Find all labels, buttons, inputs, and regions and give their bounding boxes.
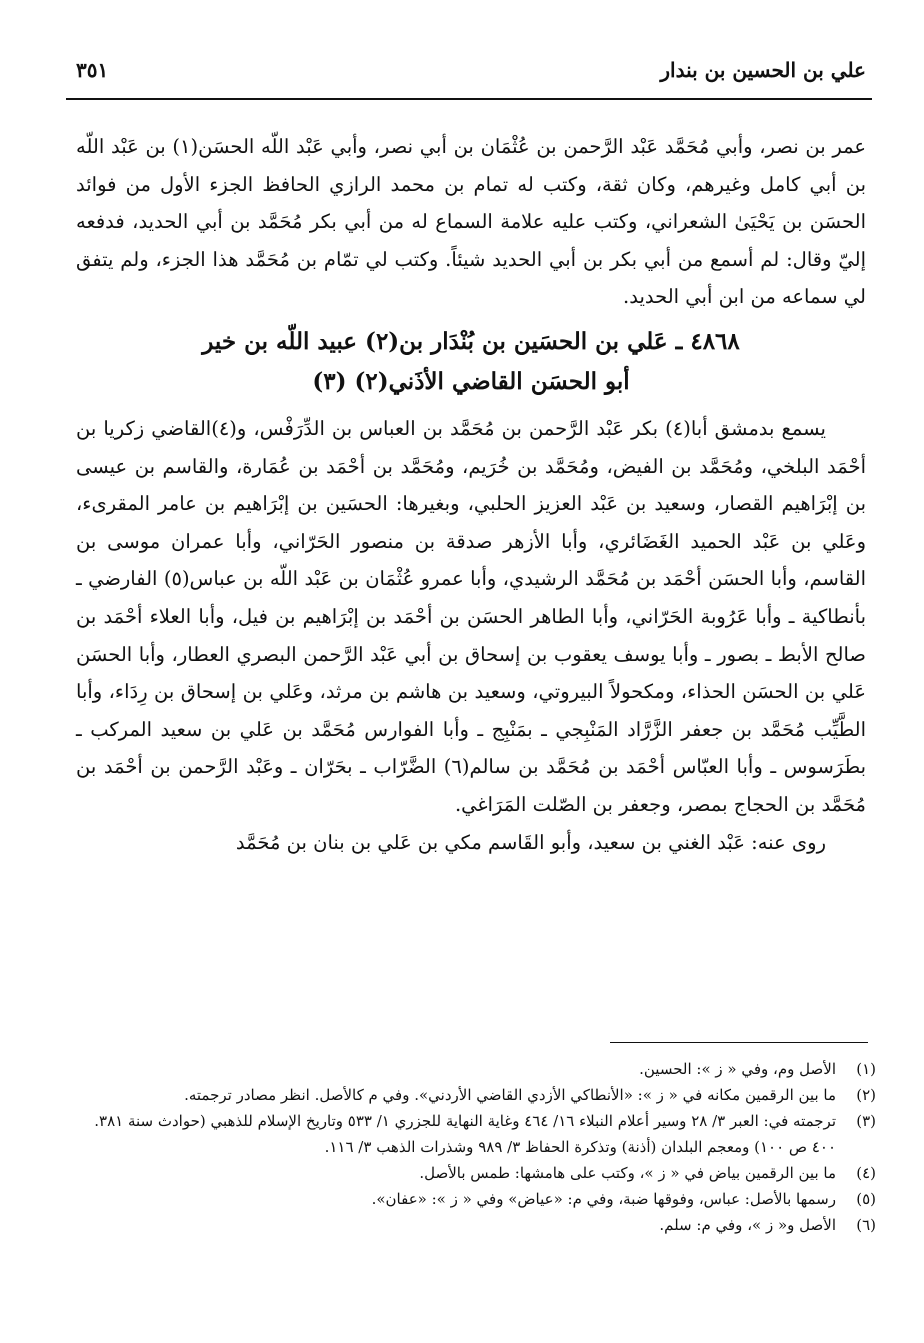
footnotes <box>76 1056 876 1238</box>
entry-heading-line-1: ٤٨٦٨ ـ عَلي بن الحسَين بن بُنْدَار بن(٢) عبيد اللّه بن خير <box>202 327 740 355</box>
footnote-text: الأصل و« ز »، وفي م: سلم. <box>659 1216 836 1234</box>
footnote-text: الأصل وم، وفي « ز »: الحسين. <box>639 1060 836 1078</box>
running-header <box>76 58 866 82</box>
footnote <box>76 1160 876 1186</box>
continuation-paragraph: عمر بن نصر، وأبي مُحَمَّد عَبْد الرَّحمن بن عُثْمَان بن أبي نصر، وأبي عَبْد اللّه الحسَن(١) بن عَبْد اللّه بن أبي كامل وغيرهم، وكان ثقة، وكتب له تمام بن محمد الرازي الحافظ الجزء الأول من فوائد الحسَن بن يَحْيَىٰ الشعراني، وكتب عليه علامة السماع له من أبي بكر مُحَمَّد بن أبي الحديد، فدفعه إليّ وقال: لم أسمع من أبي بكر بن أبي الحديد شيئاً. وكتب لي تمّام بن مُحَمَّد هذا الجزء، ولم يتفق لي سماعه من ابن أبي الحديد. <box>76 135 866 309</box>
footnote-rule <box>610 1042 868 1043</box>
running-title: علي بن الحسين بن بندار <box>660 58 866 82</box>
footnote-number: (١) <box>856 1060 876 1078</box>
footnote-number: (٣) <box>856 1112 876 1130</box>
footnote <box>76 1108 876 1160</box>
footnote-number: (٢) <box>856 1086 876 1104</box>
entry-heading <box>76 322 866 402</box>
footnote-text: ما بين الرقمين مكانه في « ز »: «الأنطاكي الأزدي القاضي الأردني». وفي م كالأصل. انظر مصادر ترجمته. <box>184 1086 836 1104</box>
footnote-text: رسمها بالأصل: عباس، وفوقها ضبة، وفي م: «عياض» وفي « ز »: «عفان». <box>371 1190 836 1208</box>
footnote-number: (٦) <box>856 1216 876 1234</box>
main-text <box>76 128 866 861</box>
footnote-text: ما بين الرقمين بياض في « ز »، وكتب على هامشها: طمس بالأصل. <box>419 1164 836 1182</box>
footnote <box>76 1186 876 1212</box>
footnote <box>76 1212 876 1238</box>
entry-heading-line-2: أبو الحسَن القاضي الأذَني(٢) (٣) <box>312 367 630 395</box>
page-number: ٣٥١ <box>76 58 109 82</box>
footnote <box>76 1056 876 1082</box>
footnote-number: (٥) <box>856 1190 876 1208</box>
header-rule <box>66 98 872 100</box>
footnote-text: ترجمته في: العبر ٣/ ٢٨ وسير أعلام النبلاء ١٦/ ٤٦٤ وغاية النهاية للجزري ١/ ٥٣٣ وتاريخ الإسلام للذهبي (حوادث سنة ٣٨١. ٤٠٠ ص ١٠٠) ومعجم البلدان (أذنة) وتذكرة الحفاظ ٣/ ٩٨٩ وشذرات الذهب ٣/ ١١٦. <box>94 1112 836 1156</box>
footnote <box>76 1082 876 1108</box>
footnote-number: (٤) <box>856 1164 876 1182</box>
narrators-paragraph: روى عنه: عَبْد الغني بن سعيد، وأبو القَاسم مكي بن عَلي بن بنان بن مُحَمَّد <box>235 830 826 854</box>
biography-paragraph: يسمع بدمشق أبا(٤) بكر عَبْد الرَّحمن بن مُحَمَّد بن العباس بن الدِّرَفْس، و(٤)القاضي زكريا بن أحْمَد البلخي، ومُحَمَّد بن الفيض، ومُحَمَّد بن خُرَيم، ومُحَمَّد بن أحْمَد بن عُمَارة، والقاسم بن عيسى بن إبْرَاهيم القصار، وسعيد بن عَبْد العزيز الحلبي، وبغيرها: الحسَين بن إبْرَاهيم بن عامر المقرىء، وعَلي بن عَبْد الحميد الغَضَائري، وأبا الأزهر صدقة بن منصور الحَرّاني، وأبا عمران موسى بن القاسم، وأبا الحسَن أحْمَد بن مُحَمَّد الرشيدي، وأبا عمرو عُثْمَان بن عَبْد اللّه بن عباس(٥) الفارضي ـ بأنطاكية ـ وأبا عَرُوبة الحَرّاني، وأبا الطاهر الحسَن بن أحْمَد بن إبْرَاهيم بن فيل، وأبا العلاء أحْمَد بن صالح الأبط ـ بصور ـ وأبا يوسف يعقوب بن إسحاق بن أبي عَبْد الرَّحمن البصري العطار، وأبا الحسَن عَلي بن الحسَن الحذاء، ومكحولاً البيروتي، وسعيد بن هاشم بن مرثد، وعَلي بن إسحاق بن رِدَاء، وأبا الطَّيِّب مُحَمَّد بن جعفر الزَّرَّاد المَنْبِجي ـ بمَنْبِج ـ وأبا الفوارس مُحَمَّد بن عَلي بن سعيد المركب ـ بطَرَسوس ـ وأبا العبّاس أحْمَد بن مُحَمَّد بن سالم(٦) الضَّرّاب ـ بحَرّان ـ وعَبْد الرَّحمن بن أحْمَد بن مُحَمَّد بن الحجاج بمصر، وجعفر بن الصّلت المَرَاغي. <box>76 416 867 816</box>
